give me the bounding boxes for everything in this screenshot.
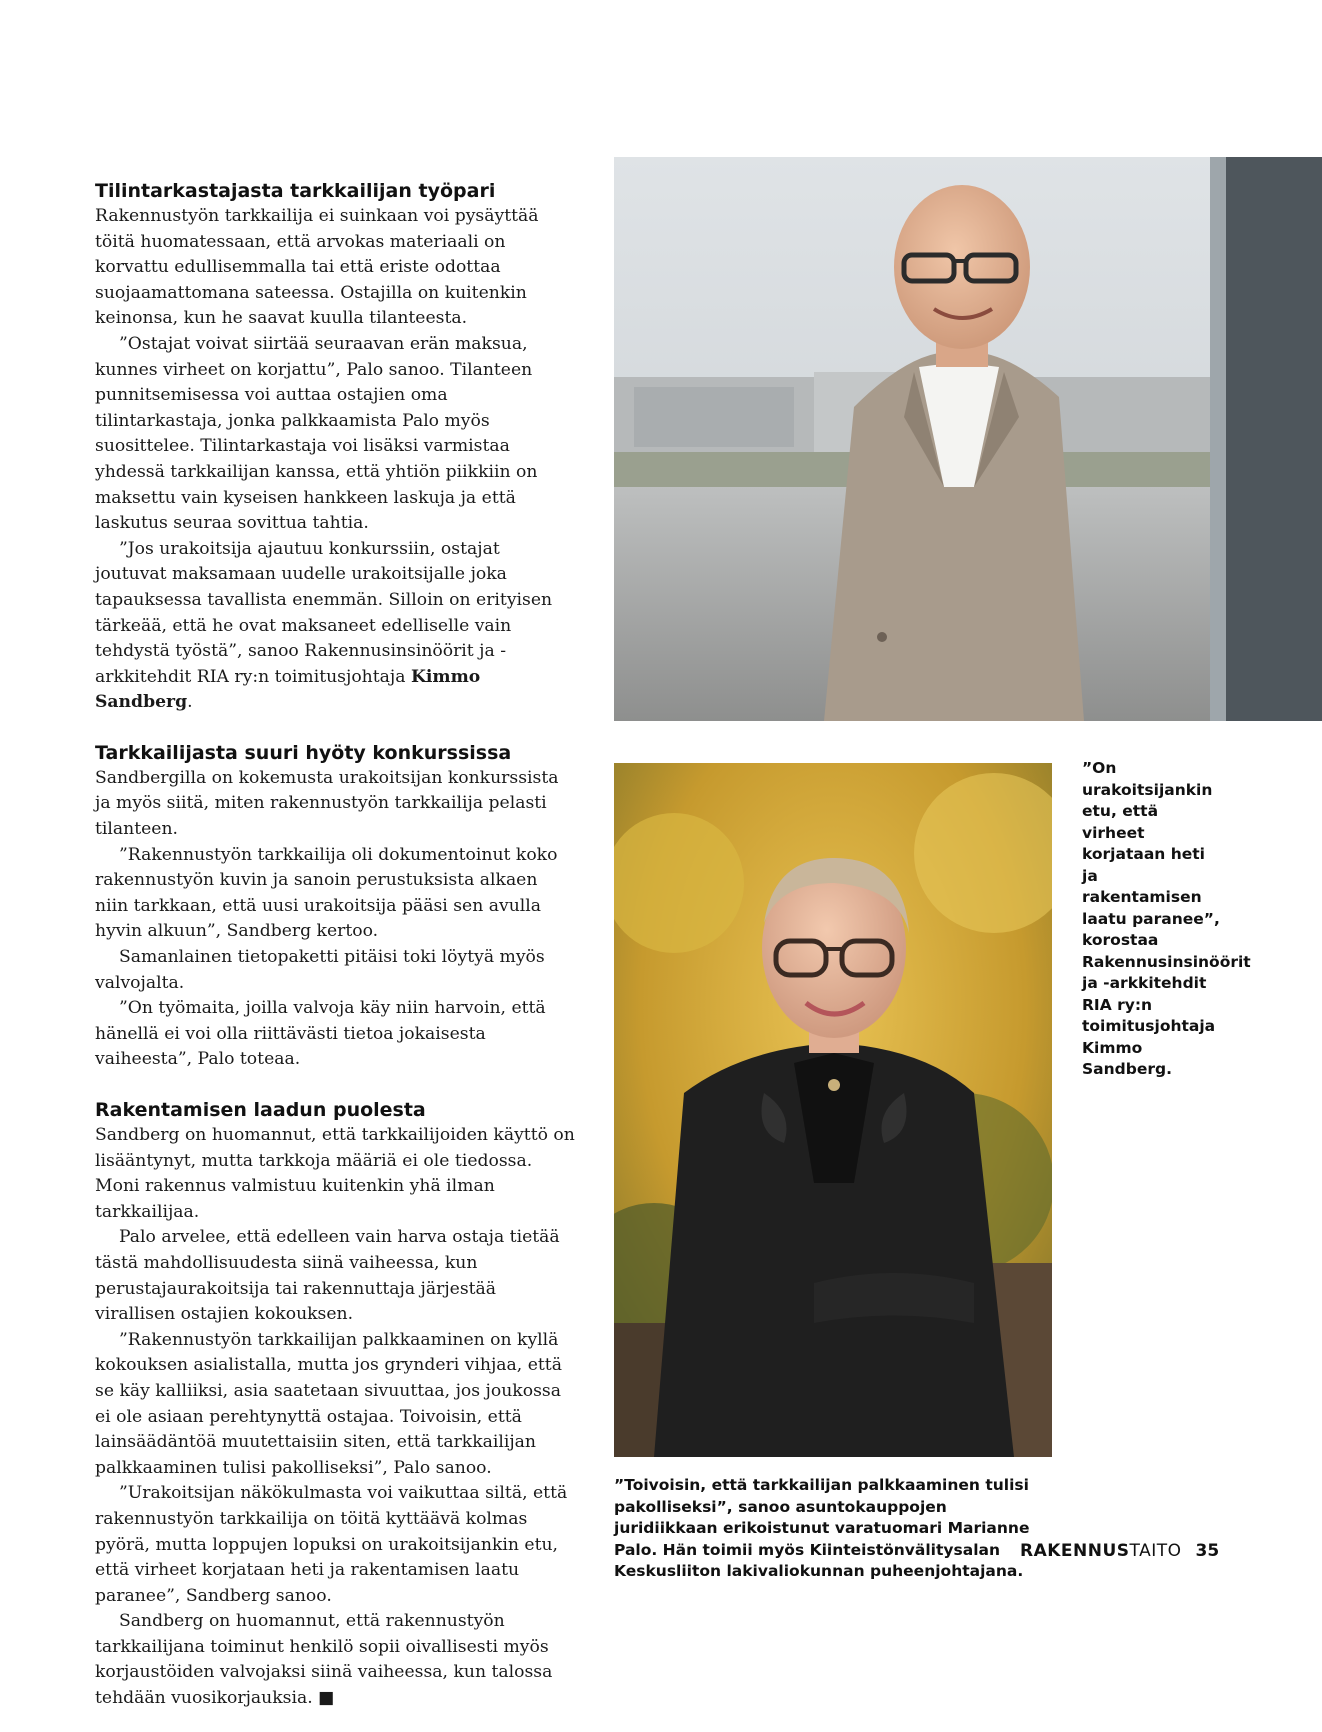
paragraph: Palo arvelee, että edelleen vain harva ostaja tietää tästä mahdollisuudesta siinä vaiheessa, kun perustajaurakoitsija tai rakennuttaja järjestää virallisen ostajien kokouksen. [95,1227,560,1325]
paragraph [95,537,575,716]
paragraph: ”On työmaita, joilla valvoja käy niin harvoin, että hänellä ei voi olla riittävästi tietoa jokaisesta vaiheesta”, Palo toteaa. [95,998,546,1070]
section-heading: Tarkkailijasta suuri hyöty konkurssissa [95,741,512,764]
person-name: Kimmo Sandberg [95,666,481,713]
paragraph: ”Ostajat voivat siirtää seuraavan erän maksua, kunnes virheet on korjattu”, Palo sanoo. Tilanteen punnitsemisessa voi auttaa ostajien oma tilintarkastaja, jonka palkkaamista Palo myös suosittelee. Tilintarkastaja voi lisäksi varmistaa yhdessä tarkkailijan kanssa, että yhtiön piikkiin on maksettu vain kyseisen hankkeen laskuja ja että laskutus seuraa sovittua tahtia. [95,333,538,534]
photo-kimmo-sandberg [614,157,1322,721]
photo-marianne-palo [614,763,1052,1457]
paragraph-end: . [187,692,193,713]
paragraph: Sandberg on huomannut, että tarkkailijoiden käyttö on lisääntynyt, mutta tarkkoja määriä ei ole tiedossa. Moni rakennus valmistuu kuitenkin yhä ilman tarkkailijaa. [95,1125,575,1222]
magazine-brand-light: TAITO [1129,1541,1182,1561]
paragraph: Sandbergilla on kokemusta urakoitsijan konkurssista ja myös siitä, miten rakennustyön tarkkailija pelasti tilanteen. [95,767,559,840]
paragraph: ”Urakoitsijan näkökulmasta voi vaikuttaa siltä, että rakennustyön tarkkailija on töitä kyttäävä kolmas pyörä, mutta loppujen lopuksi on urakoitsijankin etu, että virheet korjataan heti ja rakentamisen laatu paranee”, Sandberg sanoo. [95,1483,568,1606]
portrait-woman-illustration [614,763,1052,1457]
paragraph-text: ”Jos urakoitsija ajautuu konkurssiin, ostajat joutuvat maksamaan uudelle urakoitsijalle joka tapauksessa tavallista enemmän. Silloin on erityisen tärkeää, että he ovat maksaneet edelliselle vain tehdystä työstä”, sanoo Rakennusinsinöörit ja -arkkitehdit RIA ry:n toimitusjohtaja [95,538,553,687]
paragraph: Sandberg on huomannut, että rakennustyön tarkkailijana toiminut henkilö sopii oivallisesti myös korjaustöiden valvojaksi siinä vaiheessa, kun talossa tehdään vuosikorjauksia. ■ [95,1611,553,1709]
magazine-brand-bold: RAKENNUS [1020,1541,1130,1561]
paragraph: Samanlainen tietopaketti pitäisi toki löytyä myös valvojalta. [95,947,545,993]
paragraph: Rakennustyön tarkkailija ei suinkaan voi pysäyttää töitä huomatessaan, että arvokas materiaali on korvattu edullisemmalla tai että eriste odottaa suojaamattomana sateessa. Ostajilla on kuitenkin keinonsa, kun he saavat kuulla tilanteesta. [95,206,539,329]
caption-marianne-palo: ”Toivoisin, että tarkkailijan palkkaaminen tulisi pakolliseksi”, sanoo asuntokauppojen juridiikkaan erikoistunut varatuomari Marianne Palo. Hän toimii myös Kiinteistönvälitysalan Keskusliiton lakivaliokunnan puheenjohtajana. [614,1476,1030,1580]
portrait-man-illustration [614,157,1322,721]
section-heading: Rakentamisen laadun puolesta [95,1099,426,1121]
paragraph: ”Rakennustyön tarkkailijan palkkaaminen on kyllä kokouksen asialistalla, mutta jos grynderi vihjaa, että se käy kalliiksi, asia saatetaan sivuuttaa, jos joukossa ei ole asiaan perehtynyttä ostajaa. Toivoisin, että lainsäädäntöä muutettaisiin siten, että tarkkailijan palkkaaminen tulisi pakolliseksi”, Palo sanoo. [95,1329,562,1478]
article-body [95,178,575,1712]
page-number: 35 [1195,1541,1220,1561]
page-footer [1020,1541,1260,1561]
caption-kimmo-sandberg: ”On urakoitsijankin etu, että virheet korjataan heti ja rakentamisen laatu paranee”, korostaa Rakennusinsinöörit ja -arkkitehdit RIA ry:n toimitusjohtaja Kimmo Sandberg. [1082,759,1251,1078]
paragraph: ”Rakennustyön tarkkailija oli dokumentoinut koko rakennustyön kuvin ja sanoin perustuksista alkaen niin tarkkaan, että uusi urakoitsija pääsi sen avulla hyvin alkuun”, Sandberg kertoo. [95,844,558,942]
section-heading: Tilintarkastajasta tarkkailijan työpari [95,180,496,202]
